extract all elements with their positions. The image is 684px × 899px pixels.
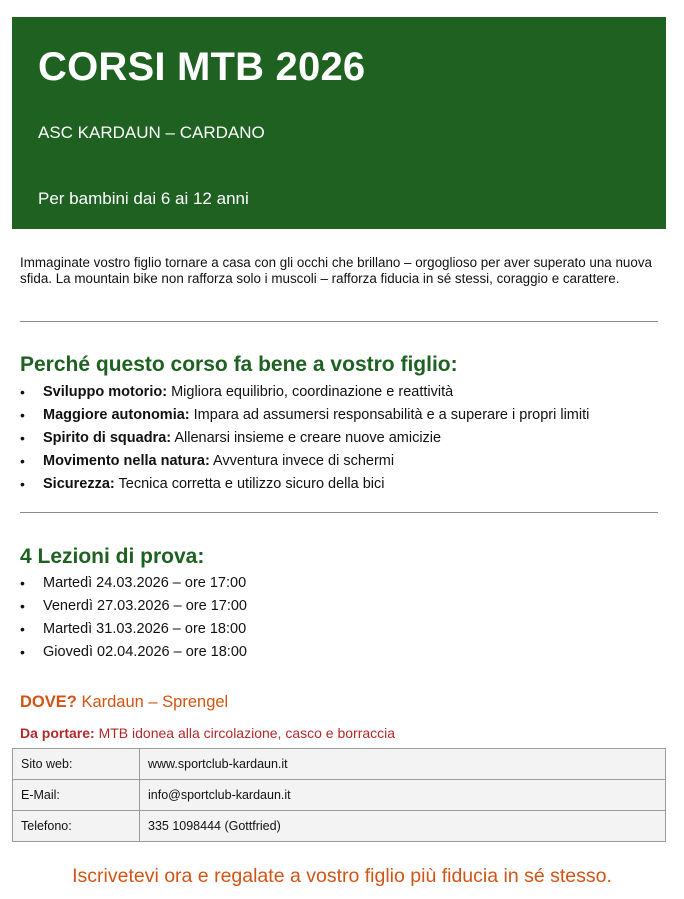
list-item xyxy=(20,473,660,496)
lessons-heading: 4 Lezioni di prova: xyxy=(20,545,205,568)
list-item xyxy=(20,641,660,664)
benefits-list xyxy=(20,381,660,496)
benefit-label: Sicurezza: xyxy=(43,476,115,492)
benefit-label: Spirito di squadra: xyxy=(43,430,172,446)
table-row xyxy=(13,749,666,780)
list-item xyxy=(20,427,660,450)
bullet-icon: • xyxy=(20,430,25,446)
contact-label: E-Mail: xyxy=(13,780,140,811)
location-label: DOVE? xyxy=(20,693,77,711)
lesson-date: Martedì 24.03.2026 – ore 17:00 xyxy=(43,575,247,591)
what-to-bring xyxy=(20,725,395,741)
benefit-label: Maggiore autonomia: xyxy=(43,407,190,423)
lesson-date: Giovedì 02.04.2026 – ore 18:00 xyxy=(43,644,247,660)
intro-paragraph: Immaginate vostro figlio tornare a casa con gli occhi che brillano – orgoglioso per aver superato una nuova sfida. La mountain bike non rafforza solo i muscoli – rafforza fiducia in sé stessi, coraggio e carattere. xyxy=(20,255,652,286)
benefits-heading: Perché questo corso fa bene a vostro figlio: xyxy=(20,353,458,376)
bullet-icon: • xyxy=(20,644,25,660)
location-value: Kardaun – Sprengel xyxy=(81,693,229,711)
list-item xyxy=(20,381,660,404)
benefit-text: Allenarsi insieme e creare nuove amicizie xyxy=(174,430,442,446)
benefit-text: Migliora equilibrio, coordinazione e reattività xyxy=(171,384,454,400)
table-row xyxy=(13,780,666,811)
bring-label: Da portare: xyxy=(20,725,95,741)
bullet-icon: • xyxy=(20,476,25,492)
table-row xyxy=(13,811,666,842)
bring-value: MTB idonea alla circolazione, casco e borraccia xyxy=(98,725,396,741)
list-item xyxy=(20,404,660,427)
benefit-label: Sviluppo motorio: xyxy=(43,384,168,400)
bullet-icon: • xyxy=(20,575,25,591)
bullet-icon: • xyxy=(20,407,25,423)
lesson-date: Martedì 31.03.2026 – ore 18:00 xyxy=(43,621,247,637)
list-item xyxy=(20,572,660,595)
divider xyxy=(20,512,658,513)
age-range: Per bambini dai 6 ai 12 anni xyxy=(38,189,249,208)
bullet-icon: • xyxy=(20,453,25,469)
header-banner xyxy=(12,17,666,229)
bullet-icon: • xyxy=(20,598,25,614)
email-link[interactable]: info@sportclub-kardaun.it xyxy=(140,780,666,811)
bullet-icon: • xyxy=(20,621,25,637)
contact-label: Telefono: xyxy=(13,811,140,842)
divider xyxy=(20,321,658,322)
call-to-action: Iscrivetevi ora e regalate a vostro figlio più fiducia in sé stesso. xyxy=(72,865,612,887)
list-item xyxy=(20,618,660,641)
club-name: ASC KARDAUN – CARDANO xyxy=(38,123,265,142)
bullet-icon: • xyxy=(20,384,25,400)
benefit-text: Impara ad assumersi responsabilità e a superare i propri limiti xyxy=(193,407,590,423)
lesson-date: Venerdì 27.03.2026 – ore 17:00 xyxy=(43,598,247,614)
phone-value: 335 1098444 (Gottfried) xyxy=(140,811,666,842)
page-title: CORSI MTB 2026 xyxy=(38,45,366,89)
location xyxy=(20,693,228,712)
benefit-text: Avventura invece di schermi xyxy=(213,453,395,469)
website-link[interactable]: www.sportclub-kardaun.it xyxy=(140,749,666,780)
benefit-label: Movimento nella natura: xyxy=(43,453,210,469)
list-item xyxy=(20,450,660,473)
contact-label: Sito web: xyxy=(13,749,140,780)
benefit-text: Tecnica corretta e utilizzo sicuro della bici xyxy=(118,476,385,492)
list-item xyxy=(20,595,660,618)
lessons-list xyxy=(20,572,660,664)
contact-table xyxy=(12,748,666,842)
